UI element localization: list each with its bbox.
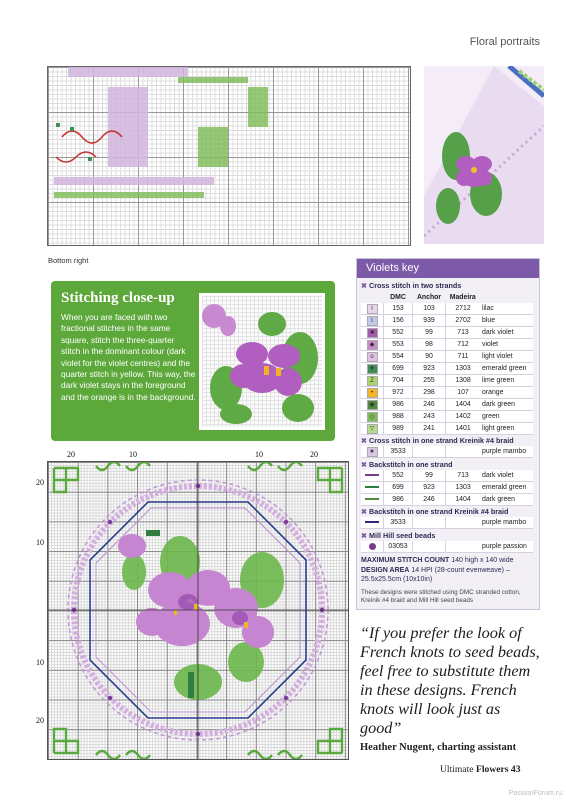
footer-magazine: Ultimate bbox=[440, 764, 474, 775]
bsk-name: purple mambo bbox=[480, 517, 533, 529]
madeira-code: 1303 bbox=[446, 482, 481, 494]
table-row bbox=[361, 423, 533, 435]
table-row bbox=[361, 363, 533, 375]
col-anchor: Anchor bbox=[416, 294, 442, 301]
stitching-closeup-box bbox=[51, 281, 335, 441]
colour-name: dark violet bbox=[480, 327, 533, 339]
dmc-code: 552 bbox=[384, 470, 413, 482]
symbol-swatch: o bbox=[367, 352, 378, 362]
madeira-code: 2712 bbox=[446, 303, 481, 315]
table-row bbox=[361, 517, 533, 529]
madeira-code: 107 bbox=[446, 387, 481, 399]
anchor-code: 241 bbox=[413, 423, 446, 435]
anchor-code: 98 bbox=[413, 339, 446, 351]
anchor-code: 99 bbox=[413, 327, 446, 339]
dmc-code: 156 bbox=[384, 315, 413, 327]
dmc-code: 553 bbox=[384, 339, 413, 351]
key-section-cross-two: ✖ Cross stitch in two strands bbox=[361, 281, 462, 290]
dmc-code: 153 bbox=[384, 303, 413, 315]
backstitch-kreinik-table bbox=[361, 517, 533, 529]
tick-top-3: 10 bbox=[255, 450, 263, 459]
design-area-label: DESIGN AREA bbox=[361, 567, 410, 574]
stitch-count-value: 140 high x 140 wide bbox=[451, 557, 514, 564]
backstitch-line-swatch bbox=[365, 521, 379, 523]
symbol-swatch: ◆ bbox=[367, 400, 378, 410]
footer-title: Flowers bbox=[475, 764, 509, 775]
design-area-value: 14 HPI (28-count evenweave) – 25.5x25.5cm (10x10in) bbox=[361, 567, 510, 583]
dmc-code: 986 bbox=[384, 494, 413, 506]
stitched-photo-detail bbox=[424, 66, 544, 244]
symbol-swatch: ▼ bbox=[367, 364, 378, 374]
anchor-code: 939 bbox=[413, 315, 446, 327]
anchor-code: 103 bbox=[413, 303, 446, 315]
stitched-violet-image bbox=[424, 66, 544, 244]
colour-name: orange bbox=[480, 387, 533, 399]
madeira-code: 1402 bbox=[446, 411, 481, 423]
madeira-code: 712 bbox=[446, 339, 481, 351]
anchor-code: 246 bbox=[413, 399, 446, 411]
colour-name: violet bbox=[480, 339, 533, 351]
tick-top-1: 20 bbox=[67, 450, 75, 459]
col-madeira: Madeira bbox=[449, 294, 476, 301]
madeira-code: 1303 bbox=[446, 363, 481, 375]
cross-stitch-table-header bbox=[361, 292, 533, 303]
backstitch-line-swatch bbox=[365, 474, 379, 476]
table-row bbox=[361, 411, 533, 423]
kreinik-code: 3533 bbox=[384, 446, 413, 458]
anchor-code: 90 bbox=[413, 351, 446, 363]
table-row bbox=[361, 327, 533, 339]
dmc-code: 988 bbox=[384, 411, 413, 423]
colour-name: emerald green bbox=[480, 363, 533, 375]
colour-name: blue bbox=[480, 315, 533, 327]
madeira-code: 1404 bbox=[446, 494, 481, 506]
key-section-beads: ✖ Mill Hill seed beads bbox=[361, 531, 436, 540]
table-row bbox=[361, 375, 533, 387]
kreinik-name: purple mambo bbox=[480, 446, 533, 458]
top-chart-caption: Bottom right bbox=[48, 256, 89, 265]
closeup-photo bbox=[199, 293, 325, 430]
page-number: 43 bbox=[510, 764, 521, 775]
cross-kreinik-table bbox=[361, 446, 533, 458]
tick-top-4: 20 bbox=[310, 450, 318, 459]
table-row bbox=[361, 339, 533, 351]
madeira-code: 1308 bbox=[446, 375, 481, 387]
table-row bbox=[361, 482, 533, 494]
key-bullet-icon: ✖ bbox=[361, 531, 368, 540]
stitch-count-label: MAXIMUM STITCH COUNT bbox=[361, 557, 450, 564]
anchor-code: 923 bbox=[413, 482, 446, 494]
table-row bbox=[361, 387, 533, 399]
table-row bbox=[361, 303, 533, 315]
top-chart-motifs bbox=[48, 67, 410, 245]
table-row bbox=[361, 399, 533, 411]
closeup-title: Stitching close-up bbox=[61, 290, 175, 306]
key-title: Violets key bbox=[357, 259, 539, 278]
col-dmc: DMC bbox=[390, 294, 406, 301]
bead-code: 03053 bbox=[384, 541, 413, 553]
colour-name: light violet bbox=[480, 351, 533, 363]
table-row bbox=[361, 315, 533, 327]
closeup-body: When you are faced with two fractional stitches in the same square, stitch the three-quarter stitch in the dominant colour (dark violet for the violet centres) and the quarter stitch in yellow. This way, the dark violet stays in the foreground and the orange is in the background. bbox=[61, 312, 196, 402]
top-chart-grid bbox=[47, 66, 411, 246]
madeira-code: 2702 bbox=[446, 315, 481, 327]
table-row bbox=[361, 351, 533, 363]
key-section-cross-kreinik: ✖ Cross stitch in one strand Kreinik #4 braid bbox=[361, 436, 514, 445]
madeira-code: 1401 bbox=[446, 423, 481, 435]
backstitch-table bbox=[361, 470, 533, 506]
dmc-code: 986 bbox=[384, 399, 413, 411]
key-section-backstitch-kreinik: ✖ Backstitch in one strand Kreinik #4 braid bbox=[361, 507, 509, 516]
symbol-swatch: t bbox=[367, 316, 378, 326]
anchor-code: 255 bbox=[413, 375, 446, 387]
colour-name: light green bbox=[480, 423, 533, 435]
colour-name: dark green bbox=[480, 399, 533, 411]
dmc-code: 699 bbox=[384, 363, 413, 375]
key-bullet-icon: ✖ bbox=[361, 281, 368, 290]
dmc-code: 704 bbox=[384, 375, 413, 387]
closeup-violet-image bbox=[202, 296, 322, 427]
violets-key-panel bbox=[356, 258, 540, 610]
madeira-code: 713 bbox=[446, 470, 481, 482]
pull-quote: “If you prefer the look of French knots to seed beads, feel free to substitute them in these designs. French knots will look just as good” bbox=[360, 624, 540, 737]
anchor-code: 923 bbox=[413, 363, 446, 375]
bead-icon bbox=[369, 543, 376, 550]
watermark: PassionForum.ru bbox=[508, 790, 562, 797]
beads-table bbox=[361, 541, 533, 553]
colour-name: green bbox=[480, 411, 533, 423]
colour-name: lime green bbox=[480, 375, 533, 387]
tick-left-2: 10 bbox=[36, 538, 44, 547]
dmc-code: 972 bbox=[384, 387, 413, 399]
colour-name: lilac bbox=[480, 303, 533, 315]
symbol-star-swatch: ★ bbox=[367, 447, 378, 457]
dmc-code: 554 bbox=[384, 351, 413, 363]
table-row bbox=[361, 470, 533, 482]
dmc-code: 552 bbox=[384, 327, 413, 339]
symbol-swatch: I bbox=[367, 304, 378, 314]
tick-left-3: 10 bbox=[36, 658, 44, 667]
dmc-code: 989 bbox=[384, 423, 413, 435]
table-row bbox=[361, 494, 533, 506]
symbol-swatch: ■ bbox=[367, 328, 378, 338]
madeira-code: 1404 bbox=[446, 399, 481, 411]
bsk-code: 3533 bbox=[384, 517, 413, 529]
dmc-code: 699 bbox=[384, 482, 413, 494]
main-chart-motif bbox=[48, 462, 348, 759]
symbol-swatch: ▽ bbox=[367, 424, 378, 434]
backstitch-line-swatch bbox=[365, 498, 379, 500]
colour-name: dark violet bbox=[480, 470, 533, 482]
cross-stitch-table bbox=[361, 292, 533, 435]
table-row bbox=[361, 541, 533, 553]
section-header: Floral portraits bbox=[469, 36, 540, 48]
colour-name: dark green bbox=[480, 494, 533, 506]
anchor-code: 99 bbox=[413, 470, 446, 482]
page-footer bbox=[440, 764, 521, 775]
symbol-swatch: ◇ bbox=[367, 412, 378, 422]
colour-name: emerald green bbox=[480, 482, 533, 494]
bead-name: purple passion bbox=[480, 541, 533, 553]
symbol-swatch: ◆ bbox=[367, 340, 378, 350]
main-cross-stitch-chart bbox=[47, 461, 349, 760]
backstitch-line-swatch bbox=[365, 486, 379, 488]
anchor-code: 246 bbox=[413, 494, 446, 506]
madeira-code: 713 bbox=[446, 327, 481, 339]
key-section-backstitch: ✖ Backstitch in one strand bbox=[361, 460, 453, 469]
key-bullet-icon: ✖ bbox=[361, 436, 368, 445]
stitch-count bbox=[361, 557, 533, 566]
key-bullet-icon: ✖ bbox=[361, 460, 368, 469]
tick-left-4: 20 bbox=[36, 716, 44, 725]
anchor-code: 298 bbox=[413, 387, 446, 399]
key-bullet-icon: ✖ bbox=[361, 507, 368, 516]
key-note: These designs were stitched using DMC stranded cotton, Kreinik #4 braid and Mill Hill seed beads bbox=[361, 589, 521, 604]
anchor-code: 243 bbox=[413, 411, 446, 423]
symbol-swatch: • bbox=[367, 388, 378, 398]
symbol-swatch: Z bbox=[367, 376, 378, 386]
tick-left-1: 20 bbox=[36, 478, 44, 487]
quote-author: Heather Nugent, charting assistant bbox=[360, 742, 517, 753]
design-area bbox=[361, 567, 533, 584]
table-row bbox=[361, 446, 533, 458]
tick-top-2: 10 bbox=[129, 450, 137, 459]
madeira-code: 711 bbox=[446, 351, 481, 363]
